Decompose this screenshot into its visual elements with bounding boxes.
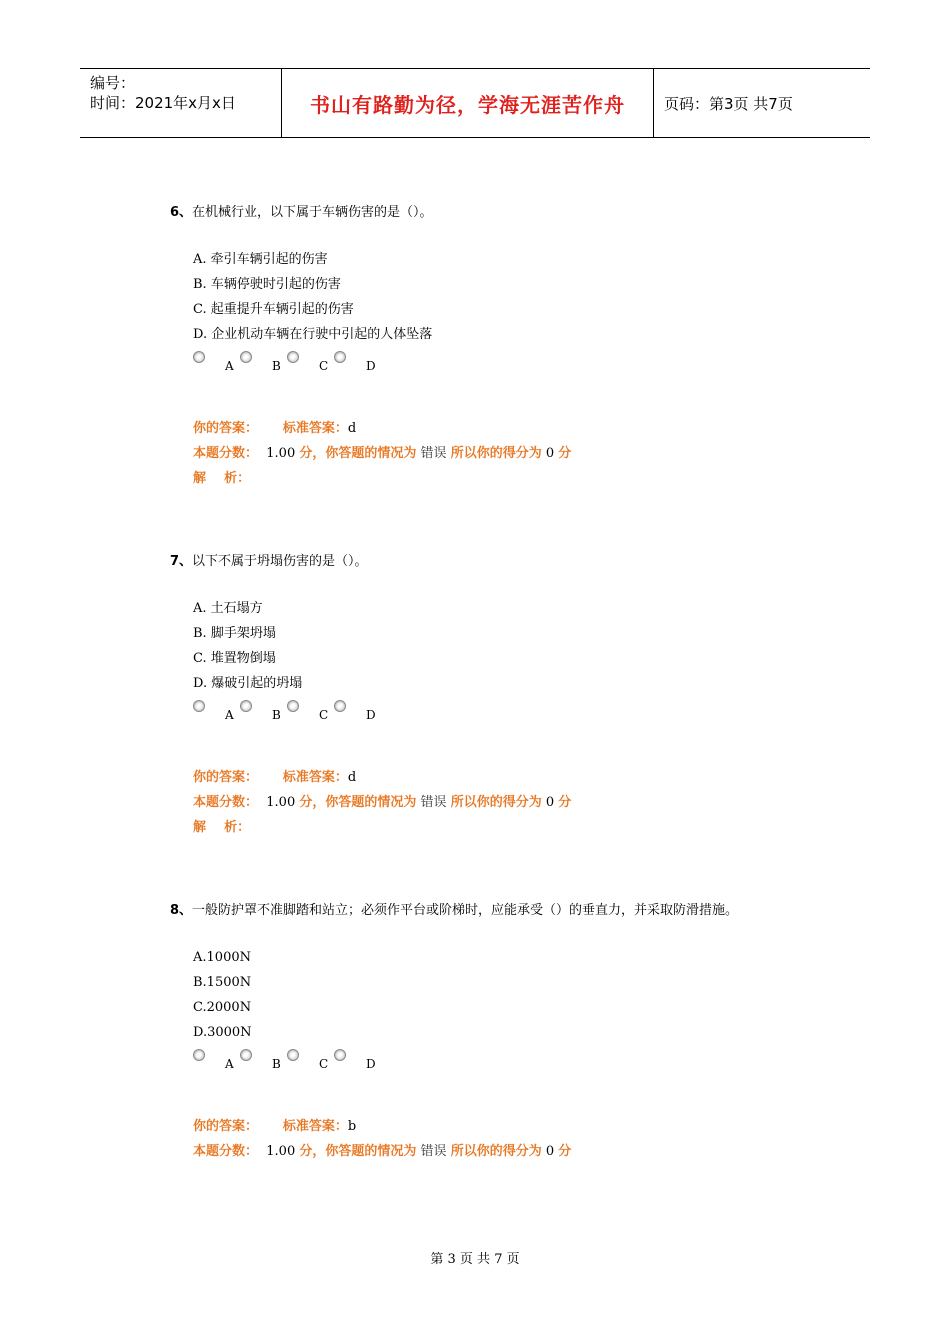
radio-label-d: D: [366, 359, 376, 373]
radio-d[interactable]: [334, 351, 346, 363]
score-label: 本题分数：: [193, 795, 259, 810]
header-info: [80, 69, 282, 137]
radio-label-b: B: [272, 359, 281, 373]
radio-label-b: B: [272, 708, 281, 722]
page-header: [80, 68, 870, 138]
radio-label-c: C: [319, 708, 329, 722]
option-c: C.2000N: [193, 1000, 252, 1015]
got-label: 所以你的得分为: [450, 1144, 542, 1159]
question-7: [170, 549, 780, 840]
score-unit: 分，你答题的情况为: [299, 795, 417, 810]
got-value: 0: [545, 446, 555, 461]
radio-a[interactable]: [193, 1049, 205, 1061]
radio-group: [170, 349, 780, 375]
result: 错误: [420, 795, 447, 810]
radio-c[interactable]: [287, 1049, 299, 1061]
option-d: D. 企业机动车辆在行驶中引起的人体坠落: [193, 327, 433, 342]
got-unit: 分: [558, 446, 572, 461]
options-list: [170, 247, 780, 347]
option-d: D.3000N: [193, 1025, 252, 1040]
your-answer-label: 你的答案：: [193, 1119, 259, 1134]
analysis-label: 解 析：: [193, 471, 251, 486]
radio-label-a: A: [225, 708, 234, 722]
radio-b[interactable]: [240, 351, 252, 363]
option-c: C. 堆置物倒塌: [193, 651, 276, 666]
question-text: [170, 898, 780, 923]
radio-a[interactable]: [193, 351, 205, 363]
standard-answer: d: [347, 421, 357, 436]
radio-label-c: C: [319, 1057, 329, 1071]
standard-answer: d: [347, 770, 357, 785]
radio-b[interactable]: [240, 700, 252, 712]
question-stem: 一般防护罩不准脚踏和站立；必须作平台或阶梯时，应能承受（）的垂直力，并采取防滑措施。: [192, 903, 739, 918]
standard-answer-label: 标准答案：: [282, 1119, 348, 1134]
radio-label-b: B: [272, 1057, 281, 1071]
option-a: A. 土石塌方: [193, 601, 263, 616]
question-stem: 以下不属于坍塌伤害的是（）。: [192, 554, 368, 569]
question-6: [170, 200, 780, 491]
score-unit: 分，你答题的情况为: [299, 446, 417, 461]
radio-label-a: A: [225, 1057, 234, 1071]
analysis-label: 解 析：: [193, 820, 251, 835]
score-value: 1.00: [266, 795, 296, 810]
standard-answer-label: 标准答案：: [282, 770, 348, 785]
option-b: B. 脚手架坍塌: [193, 626, 276, 641]
standard-answer: b: [347, 1119, 357, 1134]
answer-block: [170, 765, 780, 840]
score-label: 本题分数：: [193, 1144, 259, 1159]
option-d: D. 爆破引起的坍塌: [193, 676, 303, 691]
radio-c[interactable]: [287, 700, 299, 712]
standard-answer-label: 标准答案：: [282, 421, 348, 436]
question-text: [170, 549, 780, 574]
got-label: 所以你的得分为: [450, 446, 542, 461]
option-b: B. 车辆停驶时引起的伤害: [193, 277, 341, 292]
got-value: 0: [545, 795, 555, 810]
got-value: 0: [545, 1144, 555, 1159]
your-answer-label: 你的答案：: [193, 421, 259, 436]
options-list: [170, 596, 780, 696]
answer-block: [170, 416, 780, 491]
radio-b[interactable]: [240, 1049, 252, 1061]
radio-label-d: D: [366, 1057, 376, 1071]
question-stem: 在机械行业，以下属于车辆伤害的是（）。: [192, 205, 433, 220]
option-b: B.1500N: [193, 975, 252, 990]
page-footer: 第 3 页 共 7 页: [430, 1252, 520, 1267]
got-unit: 分: [558, 1144, 572, 1159]
question-number: 6、: [170, 205, 193, 220]
result: 错误: [420, 446, 447, 461]
result: 错误: [420, 1144, 447, 1159]
time-label: 时间：2021年x月x日: [90, 94, 236, 112]
got-label: 所以你的得分为: [450, 795, 542, 810]
radio-label-c: C: [319, 359, 329, 373]
score-value: 1.00: [266, 1144, 296, 1159]
radio-d[interactable]: [334, 700, 346, 712]
serial-label: 编号：: [90, 74, 136, 92]
score-unit: 分，你答题的情况为: [299, 1144, 417, 1159]
your-answer-label: 你的答案：: [193, 770, 259, 785]
option-a: A.1000N: [193, 950, 251, 965]
score-value: 1.00: [266, 446, 296, 461]
radio-group: [170, 1047, 780, 1073]
radio-c[interactable]: [287, 351, 299, 363]
answer-block: [170, 1114, 780, 1164]
question-number: 8、: [170, 903, 193, 918]
got-unit: 分: [558, 795, 572, 810]
question-8: [170, 898, 780, 1164]
option-a: A. 牵引车辆引起的伤害: [193, 252, 328, 267]
header-motto: 书山有路勤为径，学海无涯苦作舟: [282, 69, 654, 137]
radio-a[interactable]: [193, 700, 205, 712]
radio-d[interactable]: [334, 1049, 346, 1061]
radio-label-d: D: [366, 708, 376, 722]
question-text: [170, 200, 780, 225]
question-number: 7、: [170, 554, 193, 569]
radio-label-a: A: [225, 359, 234, 373]
header-page-code: 页码：第3页 共7页: [664, 94, 793, 113]
radio-group: [170, 698, 780, 724]
option-c: C. 起重提升车辆引起的伤害: [193, 302, 354, 317]
options-list: [170, 945, 780, 1045]
score-label: 本题分数：: [193, 446, 259, 461]
